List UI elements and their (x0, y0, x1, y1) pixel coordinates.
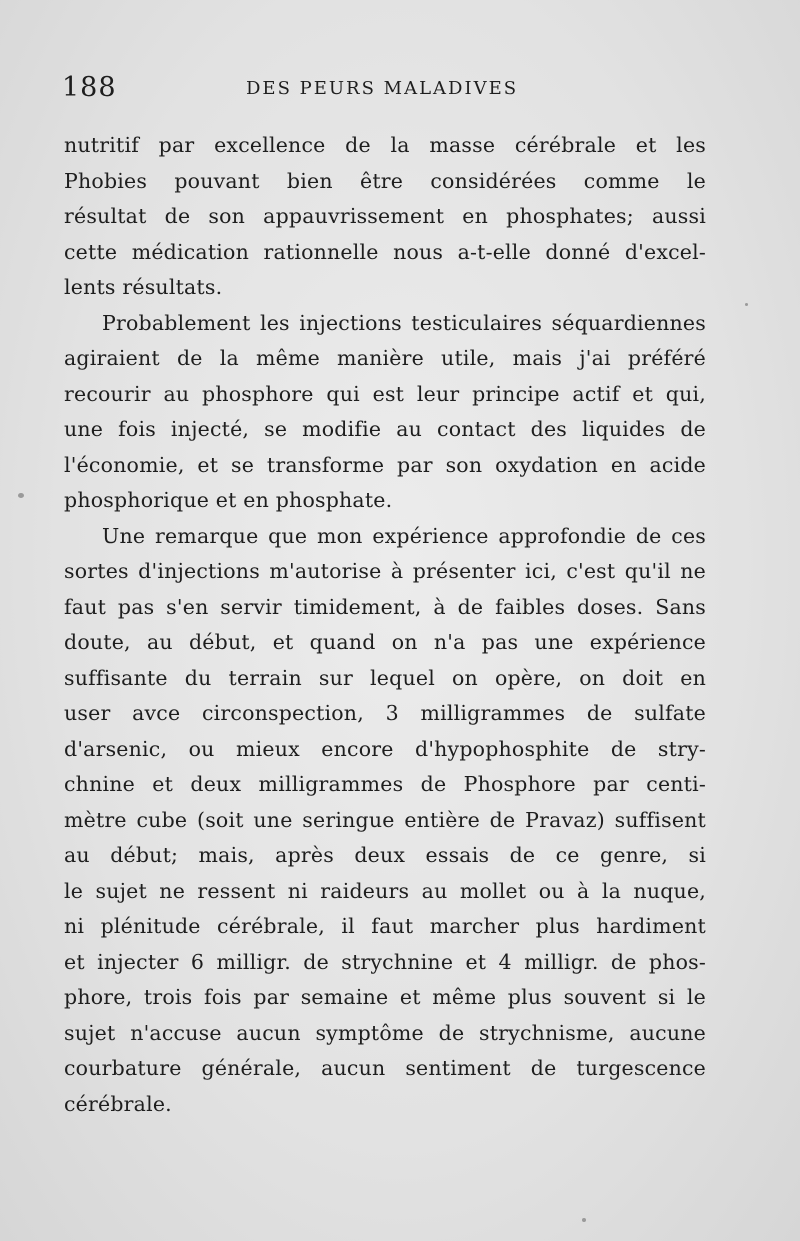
text-line: cette médication rationnelle nous a-t-elle donné d'excel- (64, 239, 706, 264)
text-line: user avce circonspection, 3 milligrammes de sulfate (64, 701, 706, 725)
paper-speck (582, 1218, 586, 1222)
text-line: d'arsenic, ou mieux encore d'hypophosphite de stry- (64, 736, 706, 761)
text-line: lents résultats. (64, 275, 223, 299)
text-line: recourir au phosphore qui est leur principe actif et qui, (64, 381, 706, 406)
text-line: nutritif par excellence de la masse cérébrale et les (64, 133, 706, 157)
text-line: courbature générale, aucun sentiment de turgescence (64, 1056, 706, 1080)
text-line: suffisante du terrain sur lequel on opère, on doit en (64, 665, 706, 690)
paper-speck (18, 493, 24, 498)
text-line: et injecter 6 milligr. de strychnine et 4 milligr. de phos- (64, 949, 706, 974)
running-title: DES PEURS MALADIVES (246, 78, 519, 99)
text-line: le sujet ne ressent ni raideurs au mollet ou à la nuque, (64, 878, 706, 903)
text-line: phosphorique et en phosphate. (64, 488, 393, 512)
text-line: Phobies pouvant bien être considérées comme le (64, 168, 706, 193)
text-line: agiraient de la même manière utile, mais j'ai préféré (64, 346, 706, 370)
text-line: une fois injecté, se modifie au contact des liquides de (64, 417, 706, 441)
text-line: cérébrale. (64, 1091, 172, 1116)
text-line: faut pas s'en servir timidement, à de faibles doses. Sans (64, 594, 706, 619)
text-line: sortes d'injections m'autorise à présenter ici, c'est qu'il ne (64, 559, 706, 583)
text-line: résultat de son appauvrissement en phosphates; aussi (64, 204, 706, 228)
text-line: phore, trois fois par semaine et même plus souvent si le (64, 985, 706, 1009)
text-line: mètre cube (soit une seringue entière de Pravaz) suffisent (64, 807, 706, 832)
text-line: Une remarque que mon expérience approfondie de ces (102, 523, 706, 548)
text-line: Probablement les injections testiculaires séquardiennes (102, 310, 706, 335)
text-line: chnine et deux milligrammes de Phosphore par centi- (64, 772, 706, 796)
text-line: doute, au début, et quand on n'a pas une expérience (64, 630, 706, 654)
text-line: l'économie, et se transforme par son oxydation en acide (64, 452, 706, 477)
page-number: 188 (62, 72, 117, 103)
text-line: ni plénitude cérébrale, il faut marcher plus hardiment (64, 914, 706, 938)
paper-speck (745, 303, 748, 306)
text-line: au début; mais, après deux essais de ce genre, si (64, 843, 706, 867)
body-text (64, 128, 706, 1122)
text-line: sujet n'accuse aucun symptôme de strychnisme, aucune (64, 1020, 706, 1045)
